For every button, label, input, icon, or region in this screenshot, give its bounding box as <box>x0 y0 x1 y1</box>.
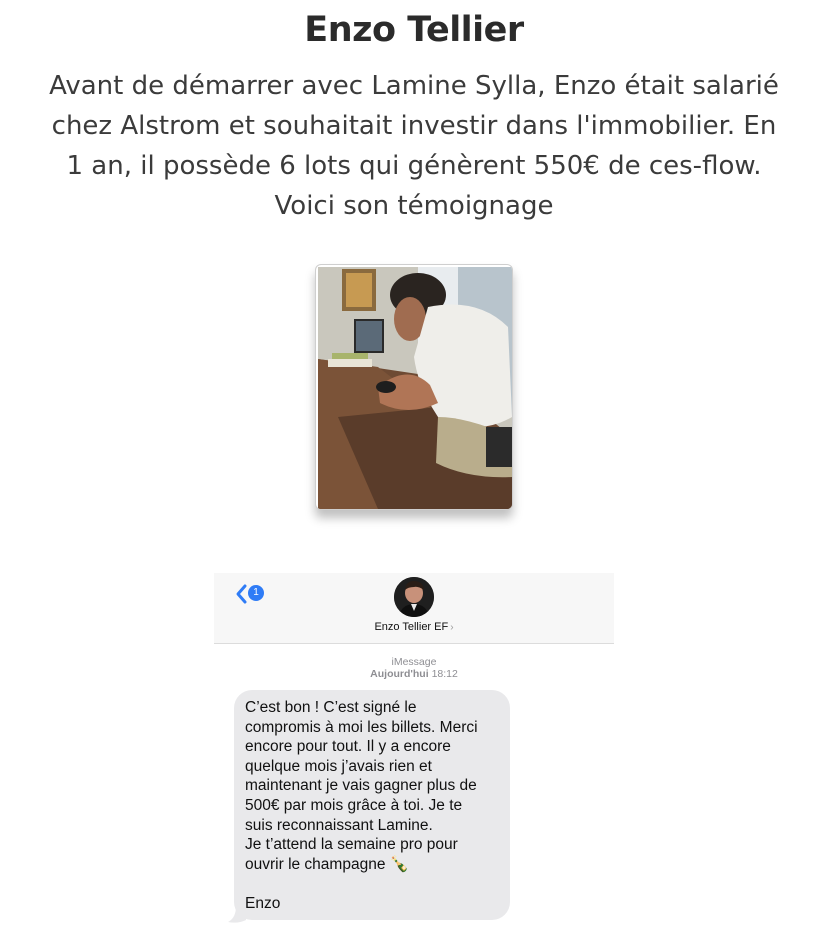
page-title: Enzo Tellier <box>304 10 524 50</box>
unread-badge: 1 <box>248 585 264 601</box>
message-signature: Enzo <box>245 894 281 912</box>
message-bubble[interactable] <box>234 690 510 920</box>
time-label: 18:12 <box>431 668 458 680</box>
message-spacer <box>245 874 499 894</box>
timestamp <box>214 668 614 680</box>
imessage-screenshot <box>214 573 614 933</box>
contact-avatar-icon <box>394 577 434 617</box>
imessage-header <box>214 573 614 644</box>
man-at-desk-photo <box>318 267 512 509</box>
conversation-meta <box>214 656 614 680</box>
contact-name[interactable] <box>214 621 614 633</box>
testimonial-photo <box>315 264 513 510</box>
chevron-right-icon: › <box>450 622 454 633</box>
contact-name-label: Enzo Tellier EF <box>374 621 449 633</box>
service-label: iMessage <box>391 656 437 668</box>
avatar[interactable] <box>394 577 434 617</box>
back-chevron-icon[interactable] <box>234 583 248 605</box>
message-body: C’est bon ! C’est signé le compromis à moi les billets. Merci encore pour tout. Il y a encore quelque mois j’avais rien et maintenant je vais gagner plus de 500€ par mois grâce à toi. Je te suis reconnaissant Lamine. Je t’attend la semaine pro pour ouvrir le champagne 🍾 <box>245 699 478 873</box>
intro-text: Avant de démarrer avec Lamine Sylla, Enzo était salarié chez Alstrom et souhaitait investir dans l'immobilier. En 1 an, il possède 6 lots qui génèrent 550€ de ces-flow. Voici son témoignage <box>49 71 779 221</box>
date-label: Aujourd'hui <box>370 668 429 680</box>
